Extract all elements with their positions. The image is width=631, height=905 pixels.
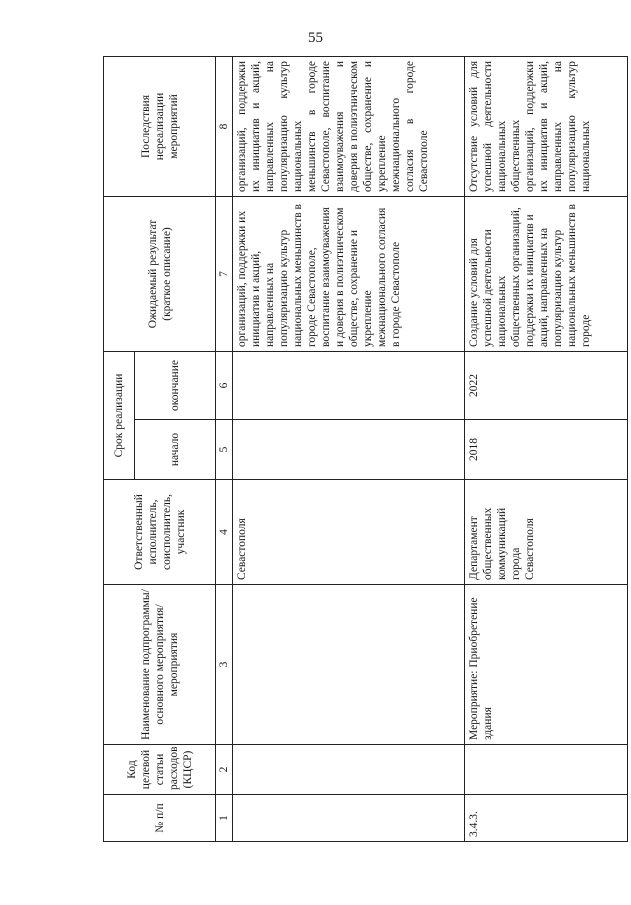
col-number-2: 2	[216, 745, 233, 795]
cell-kcsr	[465, 745, 628, 795]
col-number-6: 6	[216, 352, 233, 420]
cell-start: 2018	[465, 420, 628, 480]
header-result: Ожидаемый результат (краткое описание)	[104, 197, 216, 352]
header-start: начало	[135, 420, 216, 480]
col-number-1: 1	[216, 795, 233, 842]
table-row	[465, 57, 628, 842]
cell-name	[233, 585, 465, 745]
cell-name: Мероприятие: Приобретение здания	[465, 585, 628, 745]
cell-executor: Севастополя	[233, 480, 465, 585]
cell-result: организаций, поддержки их инициатив и акций, направленных на популяризацию культур национальных меньшинств в городе Севастополе, воспитание взаимоуважения и доверия в полиэтническом обществе, сохранение и укрепление межнационального согласия в городе Севастополе	[233, 197, 465, 352]
cell-result: Создание условий для успешной деятельности национальных общественных организаций, поддержки их инициатив и акций, направленных на популяризацию культур национальных меньшинств в городе	[465, 197, 628, 352]
cell-executor: Департамент общественных коммуникаций города Севастополя	[465, 480, 628, 585]
col-number-5: 5	[216, 420, 233, 480]
cell-consequence: Отсутствие условий для успешной деятельности национальных общественных организаций, поддержки их инициатив и акций, направленных на популяризацию культур национальных	[465, 57, 628, 197]
cell-number	[233, 795, 465, 842]
col-number-3: 3	[216, 585, 233, 745]
header-consequence: Последствия нереализации мероприятий	[104, 57, 216, 197]
col-number-4: 4	[216, 480, 233, 585]
header-period: Срок реализации	[104, 352, 135, 480]
header-name: Наименование подпрограммы/основного мероприятия/мероприятия	[104, 585, 216, 745]
cell-end: 2022	[465, 352, 628, 420]
rotated-table-container	[103, 57, 628, 842]
header-end: окончание	[135, 352, 216, 420]
page-number: 55	[308, 30, 323, 46]
header-executor: Ответственный исполнитель, соисполнитель, участник	[104, 480, 216, 585]
header-number: № п/п	[104, 795, 216, 842]
col-number-7: 7	[216, 197, 233, 352]
cell-end	[233, 352, 465, 420]
cell-number: 3.4.3.	[465, 795, 628, 842]
program-table	[103, 56, 628, 842]
cell-start	[233, 420, 465, 480]
header-kcsr: Код целевой статьи расходов (КЦСР)	[104, 745, 216, 795]
cell-consequence: организаций, поддержки их инициатив и акций, направленных на популяризацию культур национальных меньшинств в городе Севастополе, воспитание взаимоуважения и доверия в полиэтническом обществе, сохранение и укрепление межнационального согласия в городе Севастополе	[233, 57, 465, 197]
cell-kcsr	[233, 745, 465, 795]
col-number-8: 8	[216, 57, 233, 197]
table-row	[233, 57, 465, 842]
